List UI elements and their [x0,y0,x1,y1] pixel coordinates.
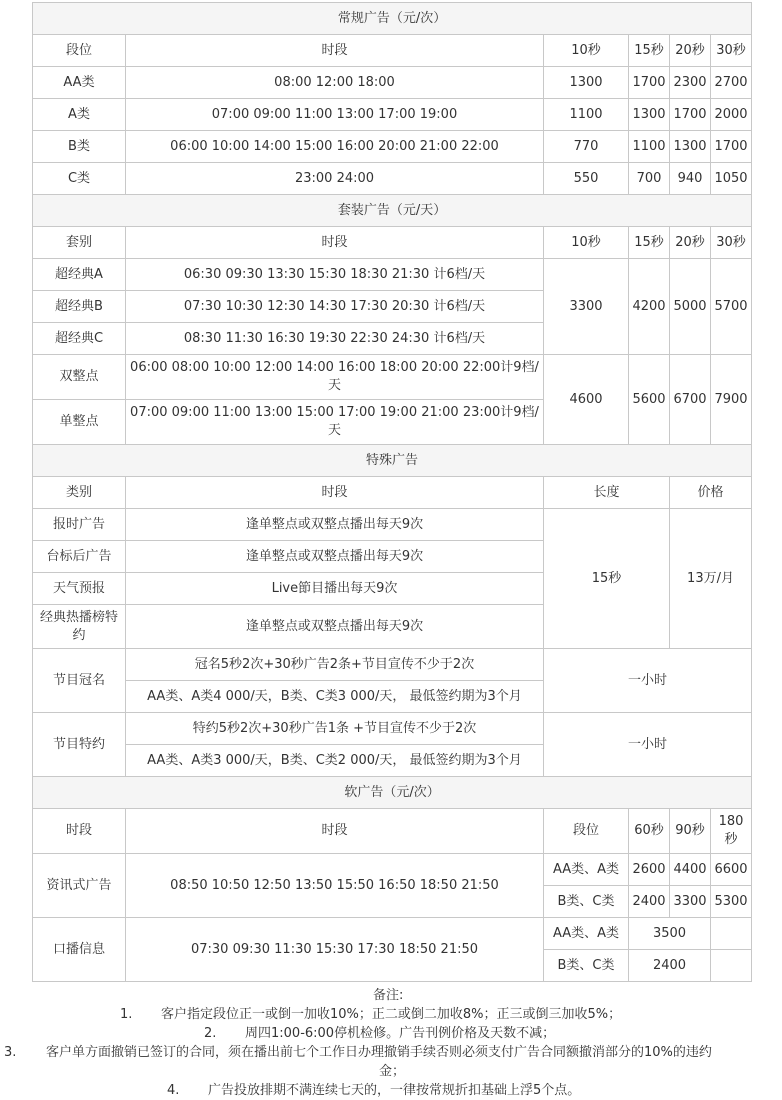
grade-cell: C类 [33,163,126,195]
column-header: 时段 [126,477,544,509]
section-header [33,195,752,227]
note-number: 2. [204,1026,217,1041]
table-row [33,355,752,400]
sponsor-line-cell: AA类、A类4 000/天，B类、C类3 000/天， 最低签约期为3个月 [126,681,544,713]
column-header: 20秒 [670,35,711,67]
note-text: 客户单方面撤销已签订的合同，须在播出前七个工作日办理撤销手续否则必须支付广告合同额撤消部分的10%的违约 [46,1045,712,1060]
column-header: 时段 [126,35,544,67]
notes-title-line [0,986,782,1005]
price-cell: 1100 [544,99,629,131]
price-cell: 770 [544,131,629,163]
special-type-cell: 台标后广告 [33,541,126,573]
special-type-cell: 天气预报 [33,573,126,605]
price-cell: 2600 [629,854,670,886]
grade-cell: AA类 [33,67,126,99]
sponsor-duration-cell: 一小时 [544,649,752,713]
table-row [33,918,752,950]
column-header: 段位 [33,35,126,67]
special-length-cell: 15秒 [544,509,670,649]
package-name-cell: 超经典B [33,291,126,323]
table-row [33,854,752,886]
ad-rate-table [32,2,752,982]
price-cell: 1300 [629,99,670,131]
note-item [0,1043,782,1062]
column-header: 180秒 [711,809,752,854]
column-header: 时段 [126,227,544,259]
table-row [33,713,752,745]
price-cell: 2300 [670,67,711,99]
price-cell: 5300 [711,886,752,918]
price-cell: 2000 [711,99,752,131]
price-cell: 7900 [711,355,752,445]
note-item [0,1081,782,1100]
special-price-cell: 13万/月 [670,509,752,649]
soft-name-cell: 口播信息 [33,918,126,982]
note-number: 4. [167,1083,180,1098]
price-cell: 5000 [670,259,711,355]
special-desc-cell: 逢单整点或双整点播出每天9次 [126,605,544,649]
column-header: 10秒 [544,227,629,259]
special-type-cell: 报时广告 [33,509,126,541]
package-name-cell: 双整点 [33,355,126,400]
note-number: 3. [4,1045,17,1060]
price-cell: 6600 [711,854,752,886]
price-cell: 1300 [670,131,711,163]
column-header: 15秒 [629,227,670,259]
column-header: 30秒 [711,227,752,259]
table-header-row [33,35,752,67]
package-name-cell: 单整点 [33,400,126,445]
slots-cell: 06:00 08:00 10:00 12:00 14:00 16:00 18:00 20:00 22:00计9档/天 [126,355,544,400]
note-text: 客户指定段位正一或倒一加收10%；正二或倒二加收8%；正三或倒三加收5%； [161,1007,622,1022]
special-type-cell: 经典热播榜特约 [33,605,126,649]
column-header: 20秒 [670,227,711,259]
package-name-cell: 超经典C [33,323,126,355]
price-cell: 1100 [629,131,670,163]
package-name-cell: 超经典A [33,259,126,291]
table-header-row [33,477,752,509]
price-cell: 1050 [711,163,752,195]
table-row [33,99,752,131]
price-cell: 2700 [711,67,752,99]
price-cell: 5600 [629,355,670,445]
sponsor-line-cell: 特约5秒2次+30秒广告1条 +节目宣传不少于2次 [126,713,544,745]
package-title: 套装广告（元/天） [33,195,752,227]
slots-cell: 07:30 09:30 11:30 15:30 17:30 18:50 21:50 [126,918,544,982]
slots-cell: 06:30 09:30 13:30 15:30 18:30 21:30 计6档/天 [126,259,544,291]
price-cell: 1700 [711,131,752,163]
table-header-row [33,809,752,854]
column-header: 15秒 [629,35,670,67]
grade-cell: B类、C类 [544,886,629,918]
grade-cell: B类、C类 [544,950,629,982]
slots-cell: 08:30 11:30 16:30 19:30 22:30 24:30 计6档/天 [126,323,544,355]
grade-cell: A类 [33,99,126,131]
section-header [33,777,752,809]
slots-cell: 08:00 12:00 18:00 [126,67,544,99]
column-header: 时段 [126,809,544,854]
column-header: 价格 [670,477,752,509]
column-header: 60秒 [629,809,670,854]
column-header: 30秒 [711,35,752,67]
price-cell: 1700 [670,99,711,131]
slots-cell: 06:00 10:00 14:00 15:00 16:00 20:00 21:00 22:00 [126,131,544,163]
price-cell: 4400 [670,854,711,886]
column-header: 长度 [544,477,670,509]
table-row [33,649,752,681]
table-row [33,259,752,291]
regular-title: 常规广告（元/次） [33,3,752,35]
section-header [33,445,752,477]
price-cell: 3300 [670,886,711,918]
price-cell: 3300 [544,259,629,355]
sponsor-line-cell: AA类、A类3 000/天，B类、C类2 000/天， 最低签约期为3个月 [126,745,544,777]
note-item [0,1024,782,1043]
price-cell: 2400 [629,950,711,982]
column-header: 段位 [544,809,629,854]
slots-cell: 08:50 10:50 12:50 13:50 15:50 16:50 18:50 21:50 [126,854,544,918]
notes-section [0,986,782,1100]
price-cell: 2400 [629,886,670,918]
notes-title: 备注: [373,988,404,1003]
soft-title: 软广告（元/次） [33,777,752,809]
price-cell: 4600 [544,355,629,445]
sponsor-duration-cell: 一小时 [544,713,752,777]
column-header: 10秒 [544,35,629,67]
column-header: 套别 [33,227,126,259]
section-header [33,3,752,35]
table-row [33,509,752,541]
slots-cell: 07:30 10:30 12:30 14:30 17:30 20:30 计6档/天 [126,291,544,323]
sponsor-type-cell: 节目冠名 [33,649,126,713]
note-text: 金； [379,1064,406,1079]
price-cell: 700 [629,163,670,195]
special-desc-cell: 逢单整点或双整点播出每天9次 [126,541,544,573]
table-row [33,67,752,99]
special-title: 特殊广告 [33,445,752,477]
sponsor-type-cell: 节目特约 [33,713,126,777]
table-row [33,163,752,195]
note-item [0,1005,782,1024]
column-header: 类别 [33,477,126,509]
column-header: 90秒 [670,809,711,854]
special-desc-cell: Live節目播出每天9次 [126,573,544,605]
price-cell: 3500 [629,918,711,950]
price-cell: 5700 [711,259,752,355]
slots-cell: 07:00 09:00 11:00 13:00 15:00 17:00 19:00 21:00 23:00计9档/天 [126,400,544,445]
price-cell: 550 [544,163,629,195]
sponsor-line-cell: 冠名5秒2次+30秒广告2条+节目宣传不少于2次 [126,649,544,681]
slots-cell: 23:00 24:00 [126,163,544,195]
note-number: 1. [120,1007,133,1022]
price-cell: 6700 [670,355,711,445]
slots-cell: 07:00 09:00 11:00 13:00 17:00 19:00 [126,99,544,131]
empty-cell [711,918,752,950]
note-text: 周四1:00-6:00停机检修。广告刊例价格及天数不减； [245,1026,556,1041]
special-desc-cell: 逢单整点或双整点播出每天9次 [126,509,544,541]
note-text: 广告投放排期不满连续七天的，一律按常规折扣基础上浮5个点。 [208,1083,581,1098]
grade-cell: AA类、A类 [544,854,629,886]
grade-cell: AA类、A类 [544,918,629,950]
note-item-continuation [0,1062,782,1081]
price-cell: 940 [670,163,711,195]
price-cell: 4200 [629,259,670,355]
soft-name-cell: 资讯式广告 [33,854,126,918]
table-row [33,131,752,163]
empty-cell [711,950,752,982]
column-header: 时段 [33,809,126,854]
price-cell: 1300 [544,67,629,99]
price-cell: 1700 [629,67,670,99]
table-header-row [33,227,752,259]
grade-cell: B类 [33,131,126,163]
